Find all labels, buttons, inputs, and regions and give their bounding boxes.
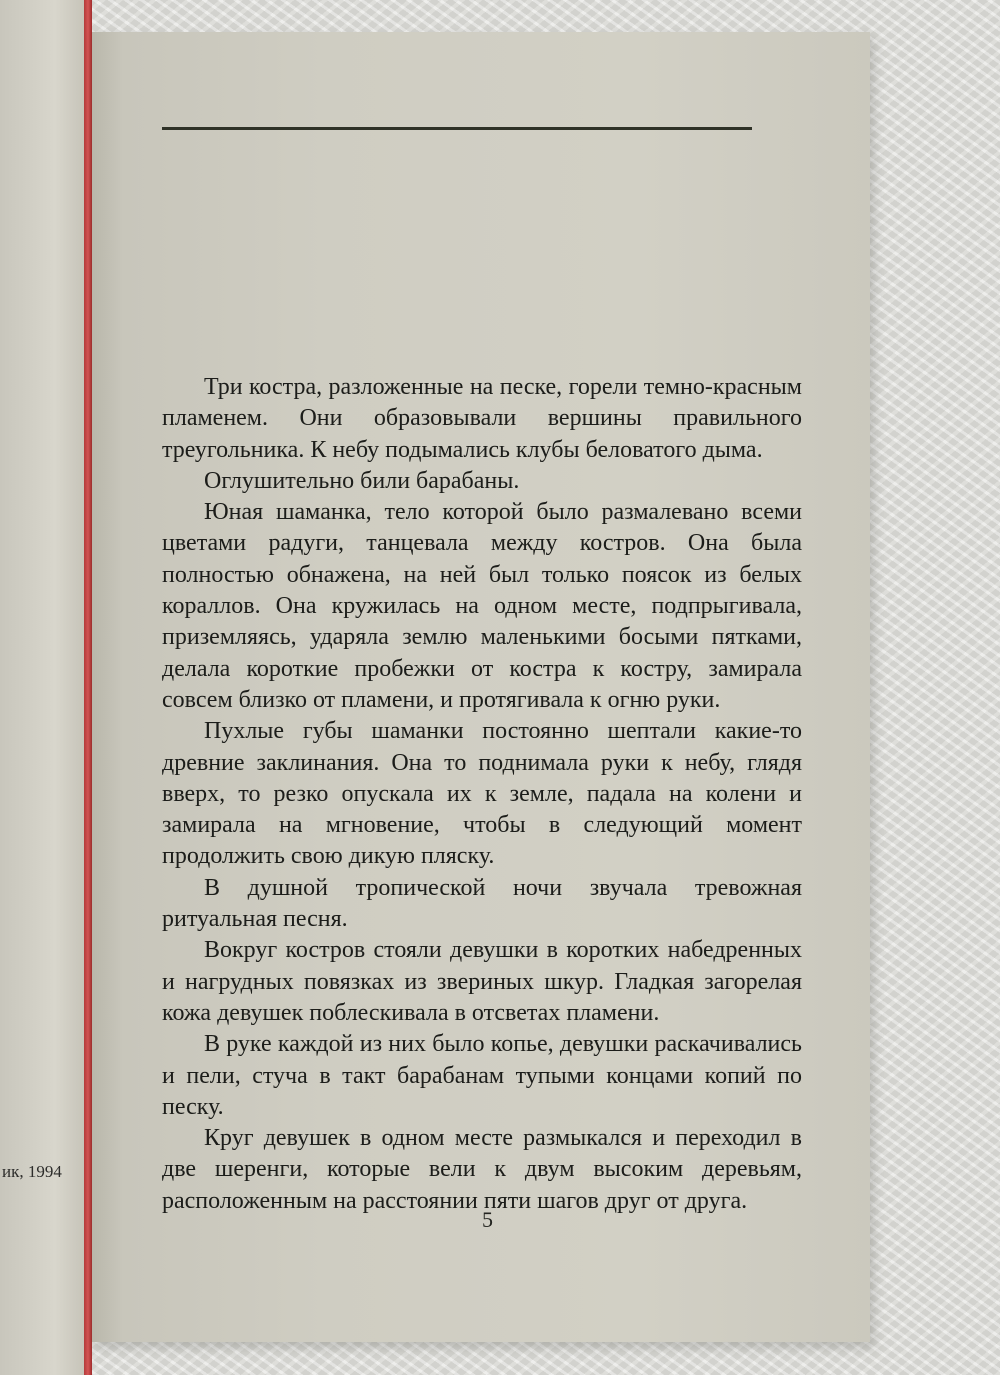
page-body-text xyxy=(162,372,802,1217)
paragraph: Оглушительно били барабаны. xyxy=(204,467,520,494)
paragraph: Три костра, разложенные на песке, горели темно-красным пламенем. Они образовывали вершины правильного треугольника. К небу подымались клубы беловатого дыма. xyxy=(162,374,802,463)
book-cover-edge xyxy=(84,0,92,1375)
book-page xyxy=(92,32,870,1342)
paragraph: Круг девушек в одном месте размыкался и переходил в две шеренги, которые вели к двум высоким деревьям, расположенным на расстоянии пяти шагов друг от друга. xyxy=(162,1125,802,1214)
page-number: 5 xyxy=(482,1207,493,1232)
paragraph: Юная шаманка, тело которой было размалевано всеми цветами радуги, танцевала между костров. Она была полностью обнажена, на ней был только поясок из белых кораллов. Она кружилась на одном месте, подпрыгивала, приземляясь, ударяла землю маленькими босыми пятками, делала короткие пробежки от костра к костру, замирала совсем близко от пламени, и протягивала к огню руки. xyxy=(162,499,802,713)
paragraph: В руке каждой из них было копье, девушки раскачивались и пели, стуча в такт барабанам тупыми концами копий по песку. xyxy=(162,1031,802,1120)
paragraph: Вокруг костров стояли девушки в коротких набедренных и нагрудных повязках из звериных шкур. Гладкая загорелая кожа девушек поблескивала в отсветах пламени. xyxy=(162,937,802,1026)
paragraph: Пухлые губы шаманки постоянно шептали какие-то древние заклинания. Она то поднимала руки к небу, глядя вверх, то резко опускала их к земле, падала на колени и замирала на мгновение, чтобы в следующий момент продолжить свою дикую пляску. xyxy=(162,718,802,870)
paragraph: В душной тропической ночи звучала тревожная ритуальная песня. xyxy=(162,874,802,933)
left-page-footer: ик, 1994 xyxy=(2,1162,62,1181)
header-rule xyxy=(162,127,752,130)
left-page xyxy=(0,0,92,1375)
